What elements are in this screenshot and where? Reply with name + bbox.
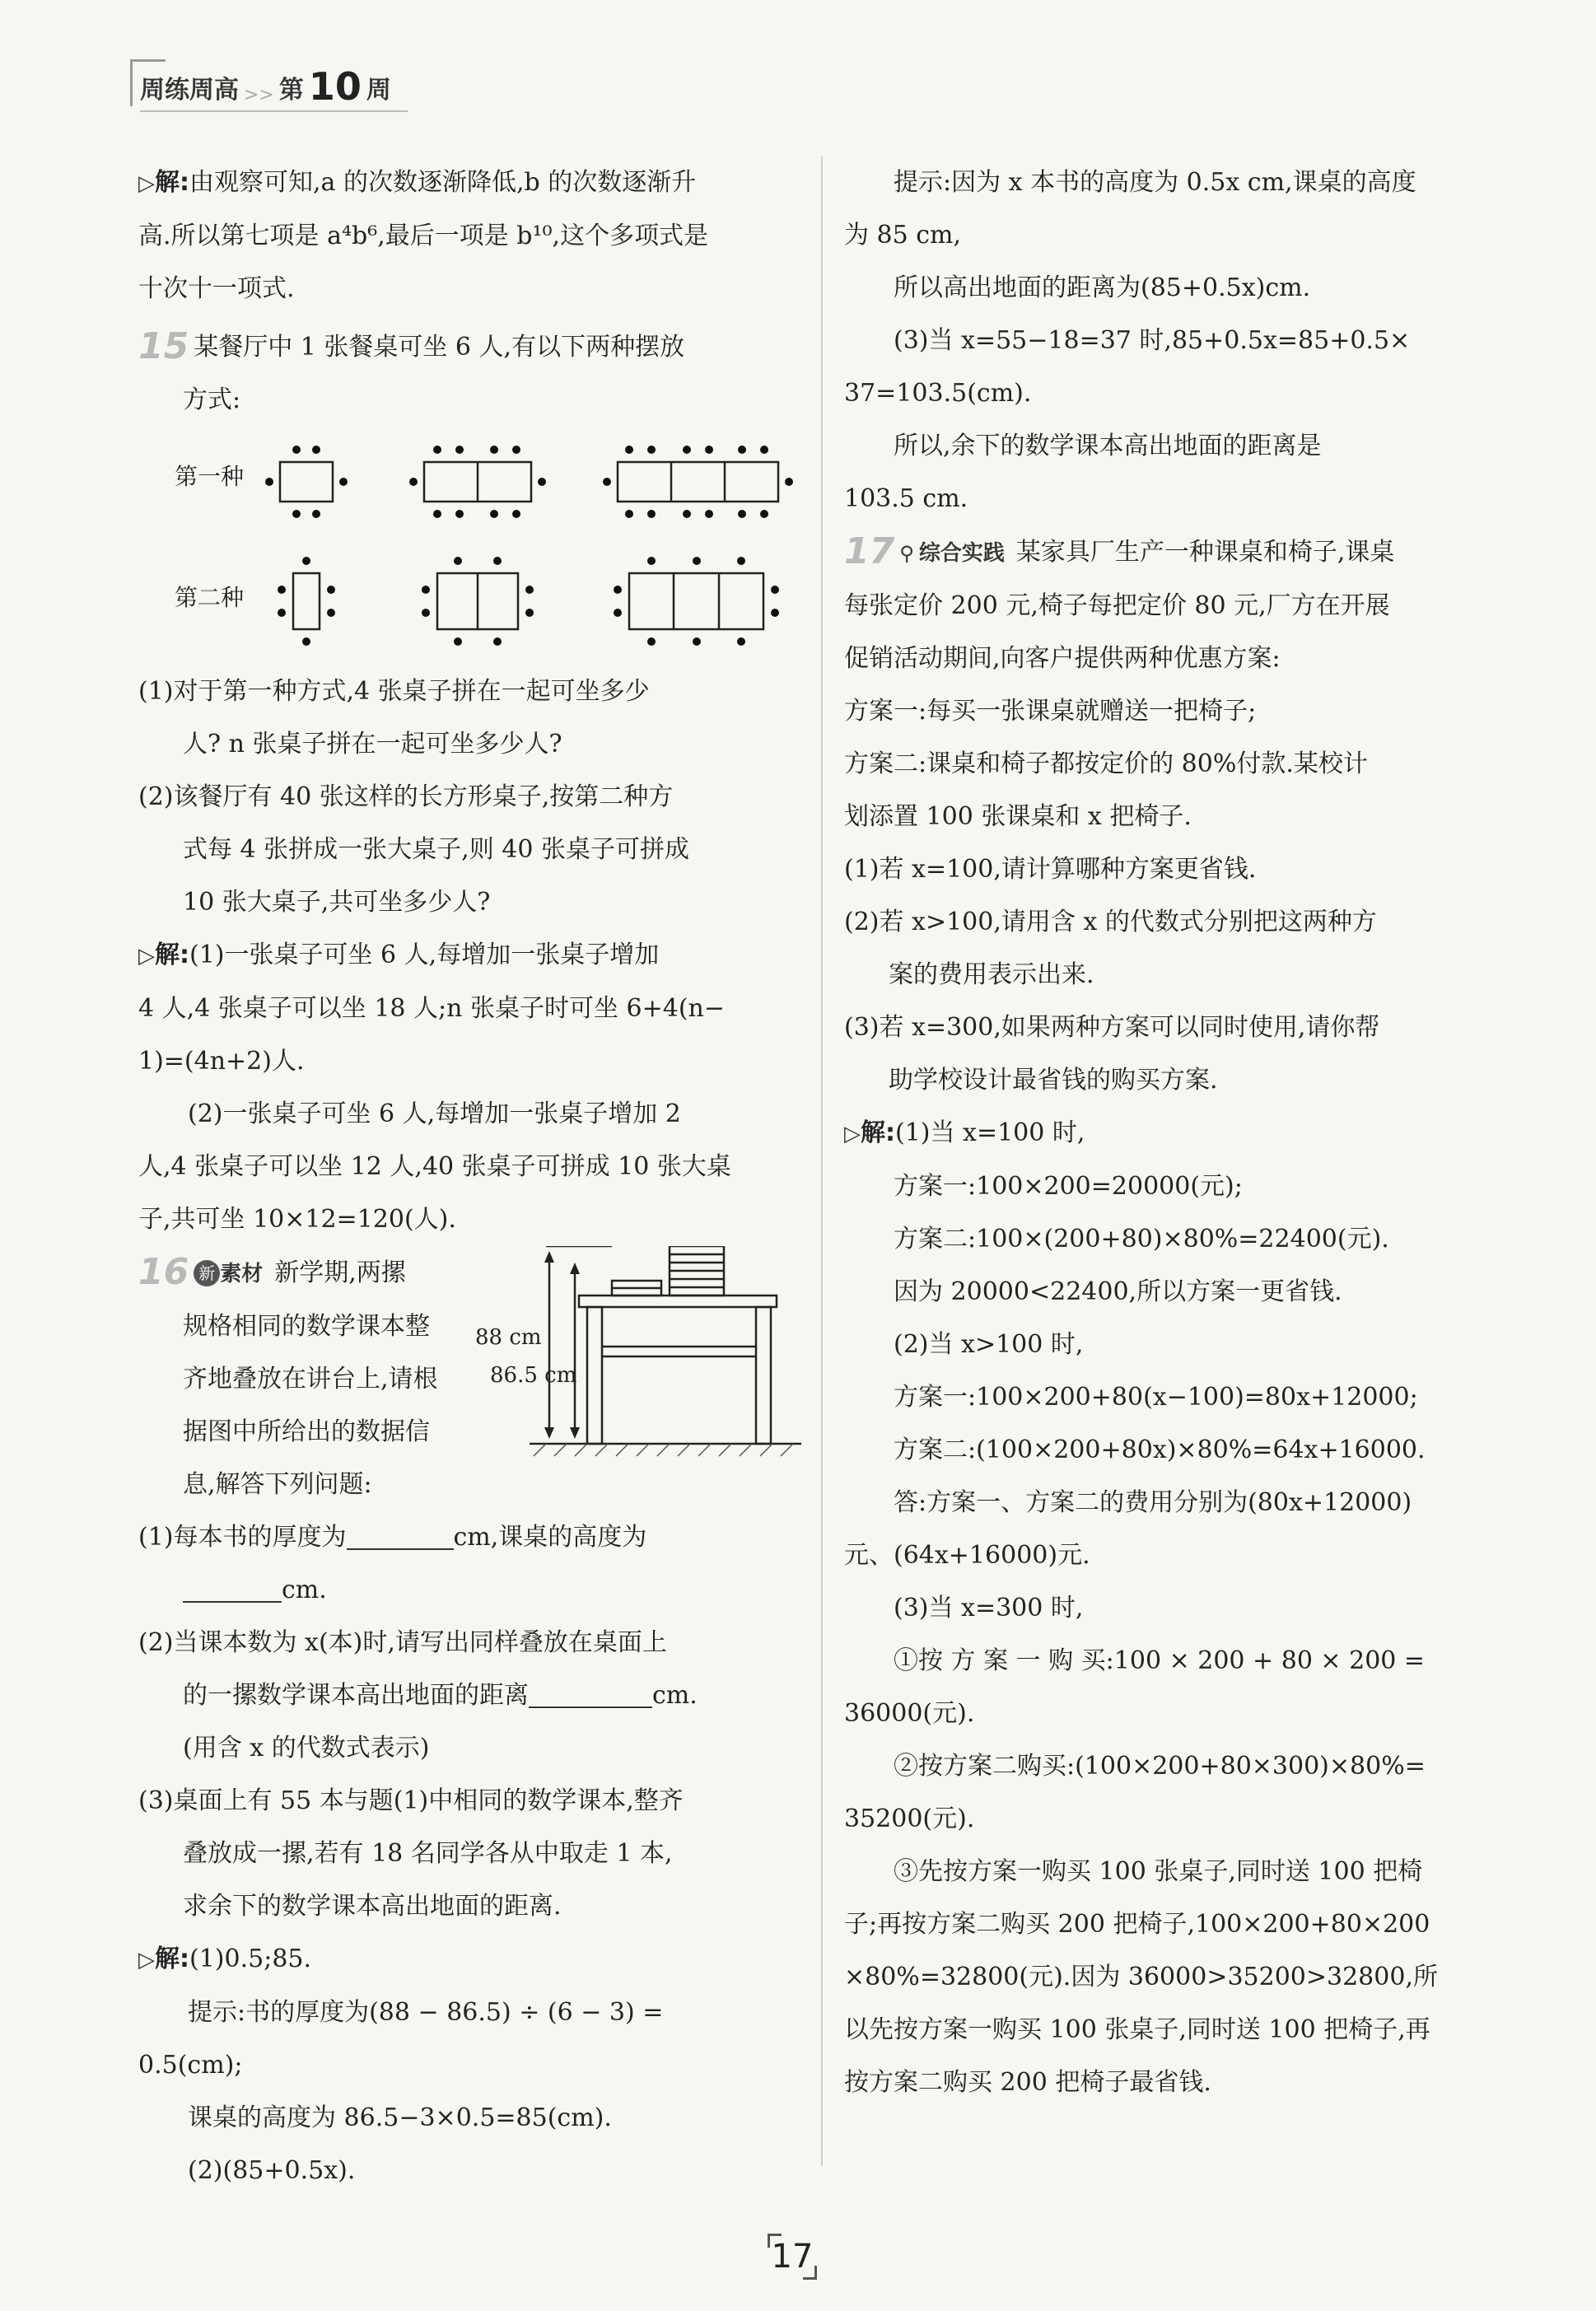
q16-solution-continued — [844, 156, 1511, 525]
question-part: (2)当课本数为 x(本)时,请写出同样叠放在桌面上 — [138, 1628, 667, 1657]
header-underline — [140, 110, 408, 112]
series-title: 周练周高 — [140, 76, 239, 105]
text-line: 子;再按方案二购买 200 把椅子,100×200+80×200 — [844, 1910, 1430, 1939]
desk-diagram — [530, 1246, 801, 1460]
practice-tag: 综合实践 — [918, 541, 1005, 566]
right-column — [844, 156, 1511, 2109]
question-part: 助学校设计最省钱的购买方案. — [889, 1066, 1218, 1095]
material-tag: 素材 — [220, 1262, 264, 1286]
question-part: (1)若 x=100,请计算哪种方案更省钱. — [844, 855, 1257, 884]
text-line: 方案二:100×(200+80)×80%=22400(元). — [894, 1225, 1389, 1254]
text-line: ①按 方 案 一 购 买:100 × 200 + 80 × 200 = — [894, 1646, 1426, 1675]
question-part: (用含 x 的代数式表示) — [183, 1734, 430, 1762]
text-line: (1)0.5;85. — [189, 1945, 312, 1973]
table-rect — [280, 462, 333, 502]
question-stem: 每张定价 200 元,椅子每把定价 80 元,厂方在开展 — [844, 591, 1390, 620]
question-stem: 规格相同的数学课本整 — [183, 1312, 430, 1341]
text-line: (2)一张桌子可坐 6 人,每增加一张桌子增加 2 — [188, 1099, 681, 1128]
question-part: 10 张大桌子,共可坐多少人? — [183, 888, 491, 917]
table-rect — [618, 462, 778, 502]
solution-arrow-icon: ▷ — [138, 171, 155, 196]
solution-arrow-icon: ▷ — [844, 1122, 861, 1146]
text-line: 十次十一项式. — [138, 274, 295, 303]
question-stem: 息,解答下列问题: — [183, 1470, 372, 1499]
text-line: 以先按方案一购买 100 张桌子,同时送 100 把椅子,再 — [844, 2015, 1430, 2044]
question-part: 人? n 张桌子拼在一起可坐多少人? — [183, 730, 562, 759]
question-part: (2)该餐厅有 40 张这样的长方形桌子,按第二种方 — [138, 782, 674, 811]
text-line: 0.5(cm); — [138, 2051, 243, 2080]
header-bracket — [130, 59, 166, 106]
solution-label: 解: — [155, 941, 189, 969]
solution-label: 解: — [155, 1945, 189, 1973]
question-part: (3)桌面上有 55 本与题(1)中相同的数学课本,整齐 — [138, 1786, 684, 1815]
question-stem: 某餐厅中 1 张餐桌可坐 6 人,有以下两种摆放 — [194, 333, 685, 362]
question-part: (1)对于第一种方式,4 张桌子拼在一起可坐多少 — [138, 677, 650, 706]
solution-label: 解: — [155, 168, 189, 197]
text-line: 为 85 cm, — [844, 221, 962, 250]
question-16 — [138, 1246, 801, 2197]
page-header — [140, 64, 391, 109]
text-line: (3)当 x=300 时, — [894, 1594, 1084, 1622]
question-part: cm. — [282, 1576, 327, 1604]
text-line: 方案一:100×200=20000(元); — [894, 1172, 1243, 1201]
left-column — [138, 156, 801, 2197]
text-line: (2)当 x>100 时, — [894, 1330, 1084, 1359]
question-15 — [138, 320, 801, 1246]
text-line: 1)=(4n+2)人. — [138, 1047, 305, 1076]
text-line: 元、(64x+16000)元. — [844, 1541, 1090, 1570]
height-86-5-label: 86.5 cm — [490, 1363, 577, 1388]
text-line: 所以,余下的数学课本高出地面的距离是 — [894, 432, 1322, 460]
solution-arrow-icon: ▷ — [138, 944, 155, 969]
solution-arrow-icon: ▷ — [138, 1948, 155, 1973]
question-stem: 方案二:课桌和椅子都按定价的 80%付款.某校计 — [844, 749, 1368, 778]
question-part: cm,课桌的高度为 — [453, 1523, 647, 1552]
question-part: cm. — [652, 1681, 698, 1710]
question-part: 叠放成一摞,若有 18 名同学各从中取走 1 本, — [183, 1839, 673, 1868]
text-line: 4 人,4 张桌子可以坐 18 人;n 张桌子时可坐 6+4(n− — [138, 994, 726, 1023]
question-part: 案的费用表示出来. — [889, 960, 1094, 989]
text-line: 答:方案一、方案二的费用分别为(80x+12000) — [894, 1488, 1412, 1517]
question-stem: 齐地叠放在讲台上,请根 — [183, 1365, 438, 1394]
question-part: (1)每本书的厚度为 — [138, 1523, 347, 1552]
question-number: 15 — [138, 325, 189, 367]
text-line: (1)当 x=100 时, — [895, 1118, 1085, 1147]
table-rect — [629, 573, 763, 629]
question-part: 求余下的数学课本高出地面的距离. — [183, 1892, 562, 1921]
fig-label-second: 第二种 — [175, 584, 245, 611]
header-arrows: >> — [244, 85, 274, 105]
text-line: 37=103.5(cm). — [844, 379, 1032, 408]
week-prefix: 第 — [278, 76, 304, 105]
text-line: 提示:因为 x 本书的高度为 0.5x cm,课桌的高度 — [894, 168, 1416, 197]
question-17 — [844, 525, 1511, 2109]
text-line: (3)当 x=55−18=37 时,85+0.5x=85+0.5× — [894, 326, 1411, 355]
text-line: 103.5 cm. — [844, 484, 968, 513]
text-line: 按方案二购买 200 把椅子最省钱. — [844, 2068, 1211, 2097]
question-stem: 新学期,两摞 — [274, 1258, 406, 1287]
question-stem: 促销活动期间,向客户提供两种优惠方案: — [844, 644, 1281, 673]
text-line: 35200(元). — [844, 1804, 975, 1833]
question-stem: 某家具厂生产一种课桌和椅子,课桌 — [1015, 538, 1395, 567]
week-number: 10 — [308, 64, 362, 109]
q14-solution — [138, 156, 801, 315]
table-rect — [293, 573, 320, 629]
question-stem: 方案一:每买一张课桌就赠送一把椅子; — [844, 697, 1257, 726]
question-stem: 方式: — [183, 385, 241, 414]
solution-label: 解: — [861, 1118, 895, 1147]
magnifier-icon: ⚲ — [899, 542, 914, 565]
text-line: 因为 20000<22400,所以方案一更省钱. — [894, 1277, 1342, 1306]
question-part: 式每 4 张拼成一张大桌子,则 40 张桌子可拼成 — [183, 835, 689, 864]
text-line: 课桌的高度为 86.5−3×0.5=85(cm). — [188, 2103, 612, 2132]
height-88-label: 88 cm — [475, 1325, 542, 1350]
text-line: 所以高出地面的距离为(85+0.5x)cm. — [894, 273, 1311, 302]
text-line: 方案二:(100×200+80x)×80%=64x+16000. — [894, 1436, 1426, 1464]
answer-blank[interactable] — [183, 1576, 282, 1603]
text-line: 子,共可坐 10×12=120(人). — [138, 1205, 456, 1234]
answer-blank[interactable] — [347, 1524, 454, 1550]
week-suffix: 周 — [366, 76, 391, 105]
text-line: ②按方案二购买:(100×200+80×300)×80%= — [894, 1752, 1426, 1781]
question-stem: 据图中所给出的数据信 — [183, 1417, 430, 1446]
new-badge-icon: 新 — [194, 1260, 220, 1286]
column-divider — [821, 156, 823, 2166]
question-number: 16 — [138, 1251, 189, 1293]
table-arrangement-figure — [138, 427, 801, 665]
text-line: 提示:书的厚度为(88 − 86.5) ÷ (6 − 3) = — [188, 1998, 664, 2027]
text-line: (1)一张桌子可坐 6 人,每增加一张桌子增加 — [189, 941, 660, 969]
text-line: 高.所以第七项是 a⁴b⁶,最后一项是 b¹⁰,这个多项式是 — [138, 222, 709, 250]
question-part: (2)若 x>100,请用含 x 的代数式分别把这两种方 — [844, 908, 1377, 936]
desk-figure — [475, 1246, 801, 1464]
question-number: 17 — [844, 530, 895, 572]
text-line: ×80%=32800(元).因为 36000>35200>32800,所 — [844, 1963, 1438, 1991]
question-part: (3)若 x=300,如果两种方案可以同时使用,请你帮 — [844, 1013, 1380, 1042]
page-number: 17 — [768, 2234, 817, 2280]
tables-diagram — [138, 427, 801, 665]
question-part: 的一摞数学课本高出地面的距离 — [183, 1681, 529, 1710]
answer-blank[interactable] — [529, 1682, 652, 1708]
text-line: 由观察可知,a 的次数逐渐降低,b 的次数逐渐升 — [189, 168, 697, 197]
text-line: 方案一:100×200+80(x−100)=80x+12000; — [894, 1383, 1418, 1412]
text-line: (2)(85+0.5x). — [188, 2156, 356, 2185]
text-line: 36000(元). — [844, 1699, 975, 1728]
text-line: ③先按方案一购买 100 张桌子,同时送 100 把椅 — [894, 1857, 1423, 1886]
text-line: 人,4 张桌子可以坐 12 人,40 张桌子可拼成 10 张大桌 — [138, 1152, 731, 1181]
question-stem: 划添置 100 张课桌和 x 把椅子. — [844, 802, 1192, 831]
fig-label-first: 第一种 — [175, 463, 245, 490]
